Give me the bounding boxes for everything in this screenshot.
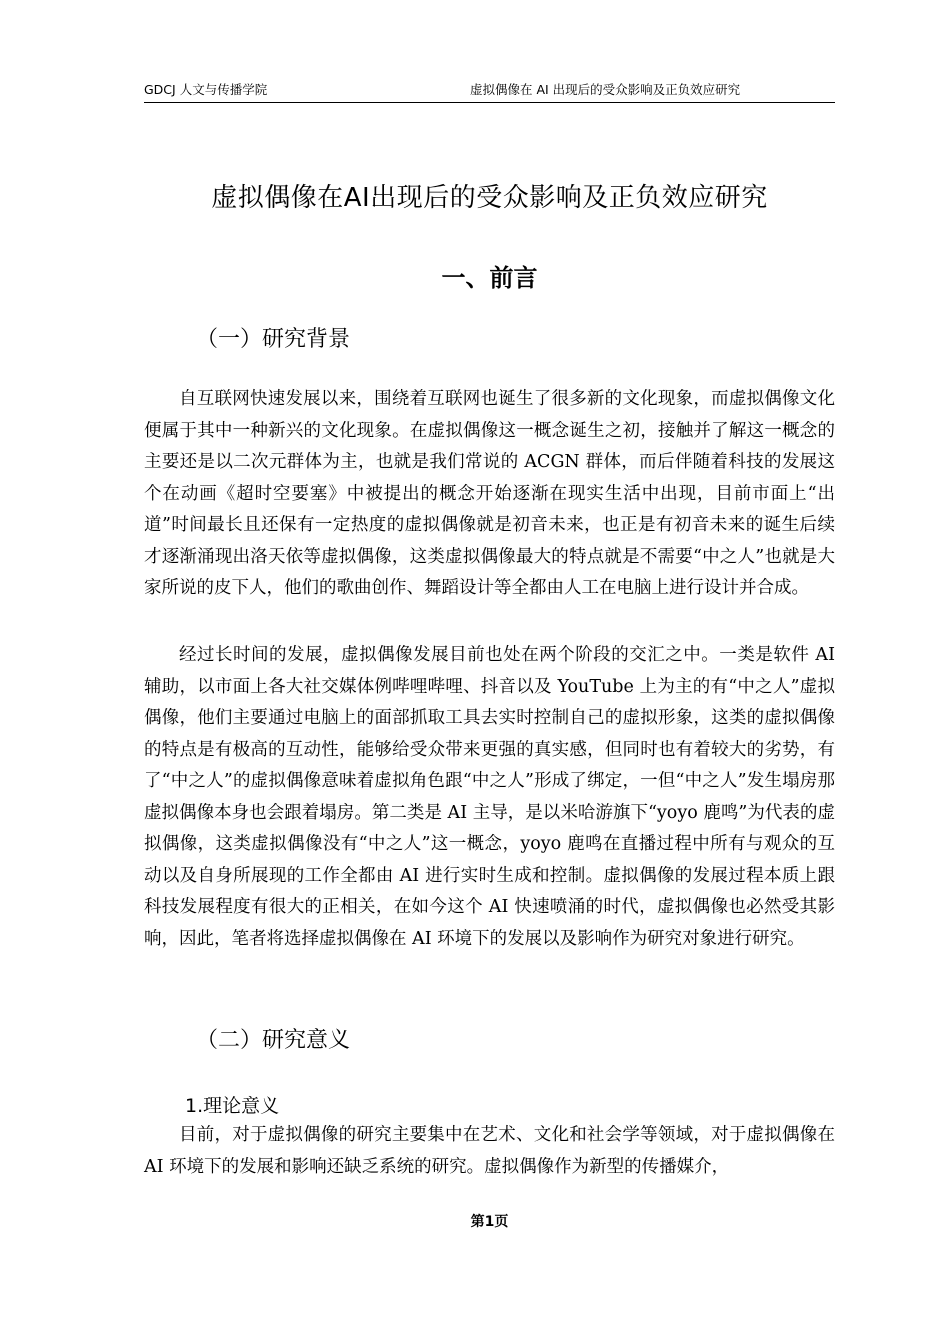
page-header (144, 78, 835, 103)
header-paper-title: 虚拟偶像在 AI 出现后的受众影响及正负效应研究 (470, 82, 741, 97)
header-institution: GDCJ 人文与传播学院 (144, 82, 268, 97)
page-number: 第1页 (470, 1214, 509, 1230)
section-heading-preface: 一、前言 (441, 264, 538, 292)
document-title: 虚拟偶像在AI出现后的受众影响及正负效应研究 (211, 183, 768, 213)
paragraph-background-1: 自互联网快速发展以来，围绕着互联网也诞生了很多新的文化现象，而虚拟偶像文化便属于其中一种新兴的文化现象。在虚拟偶像这一概念诞生之初，接触并了解这一概念的主要还是以二次元群体为主，也就是我们常说的 ACGN 群体，而后伴随着科技的发展这个在动画《超时空要塞》中被提出的概念开始逐渐在现实生活中出现，目前市面上“出道”时间最长且还保有一定热度的虚拟偶像就是初音未来，也正是有初音未来的诞生后续才逐渐涌现出洛天依等虚拟偶像，这类虚拟偶像最大的特点就是不需要“中之人”也就是大家所说的皮下人，他们的歌曲创作、舞蹈设计等全都由人工在电脑上进行设计并合成。 (144, 389, 835, 598)
subsection-heading-significance: （二）研究意义 (196, 1028, 351, 1053)
paragraph-background-2: 经过长时间的发展，虚拟偶像发展目前也处在两个阶段的交汇之中。一类是软件 AI 辅助，以市面上各大社交媒体例哔哩哔哩、抖音以及 YouTube 上为主的有“中之人”虚拟偶像，他们主要通过电脑上的面部抓取工具去实时控制自己的虚拟形象，这类的虚拟偶像的特点是有极高的互动性，能够给受众带来更强的真实感，但同时也有着较大的劣势，有了“中之人”的虚拟偶像意味着虚拟角色跟“中之人”形成了绑定，一但“中之人”发生塌房那虚拟偶像本身也会跟着塌房。第二类是 AI 主导，是以米哈游旗下“yoyo 鹿鸣”为代表的虚拟偶像，这类虚拟偶像没有“中之人”这一概念，yoyo 鹿鸣在直播过程中所有与观众的互动以及自身所展现的工作全都由 AI 进行实时生成和控制。虚拟偶像的发展过程本质上跟科技发展程度有很大的正相关，在如今这个 AI 快速喷涌的时代，虚拟偶像也必然受其影响，因此，笔者将选择虚拟偶像在 AI 环境下的发展以及影响作为研究对象进行研究。 (144, 645, 835, 949)
item-heading-theoretical: 1.理论意义 (185, 1095, 280, 1117)
subsection-heading-background: （一）研究背景 (196, 327, 351, 352)
paragraph-theoretical-1: 目前，对于虚拟偶像的研究主要集中在艺术、文化和社会学等领域，对于虚拟偶像在 AI 环境下的发展和影响还缺乏系统的研究。虚拟偶像作为新型的传播媒介， (144, 1125, 835, 1177)
